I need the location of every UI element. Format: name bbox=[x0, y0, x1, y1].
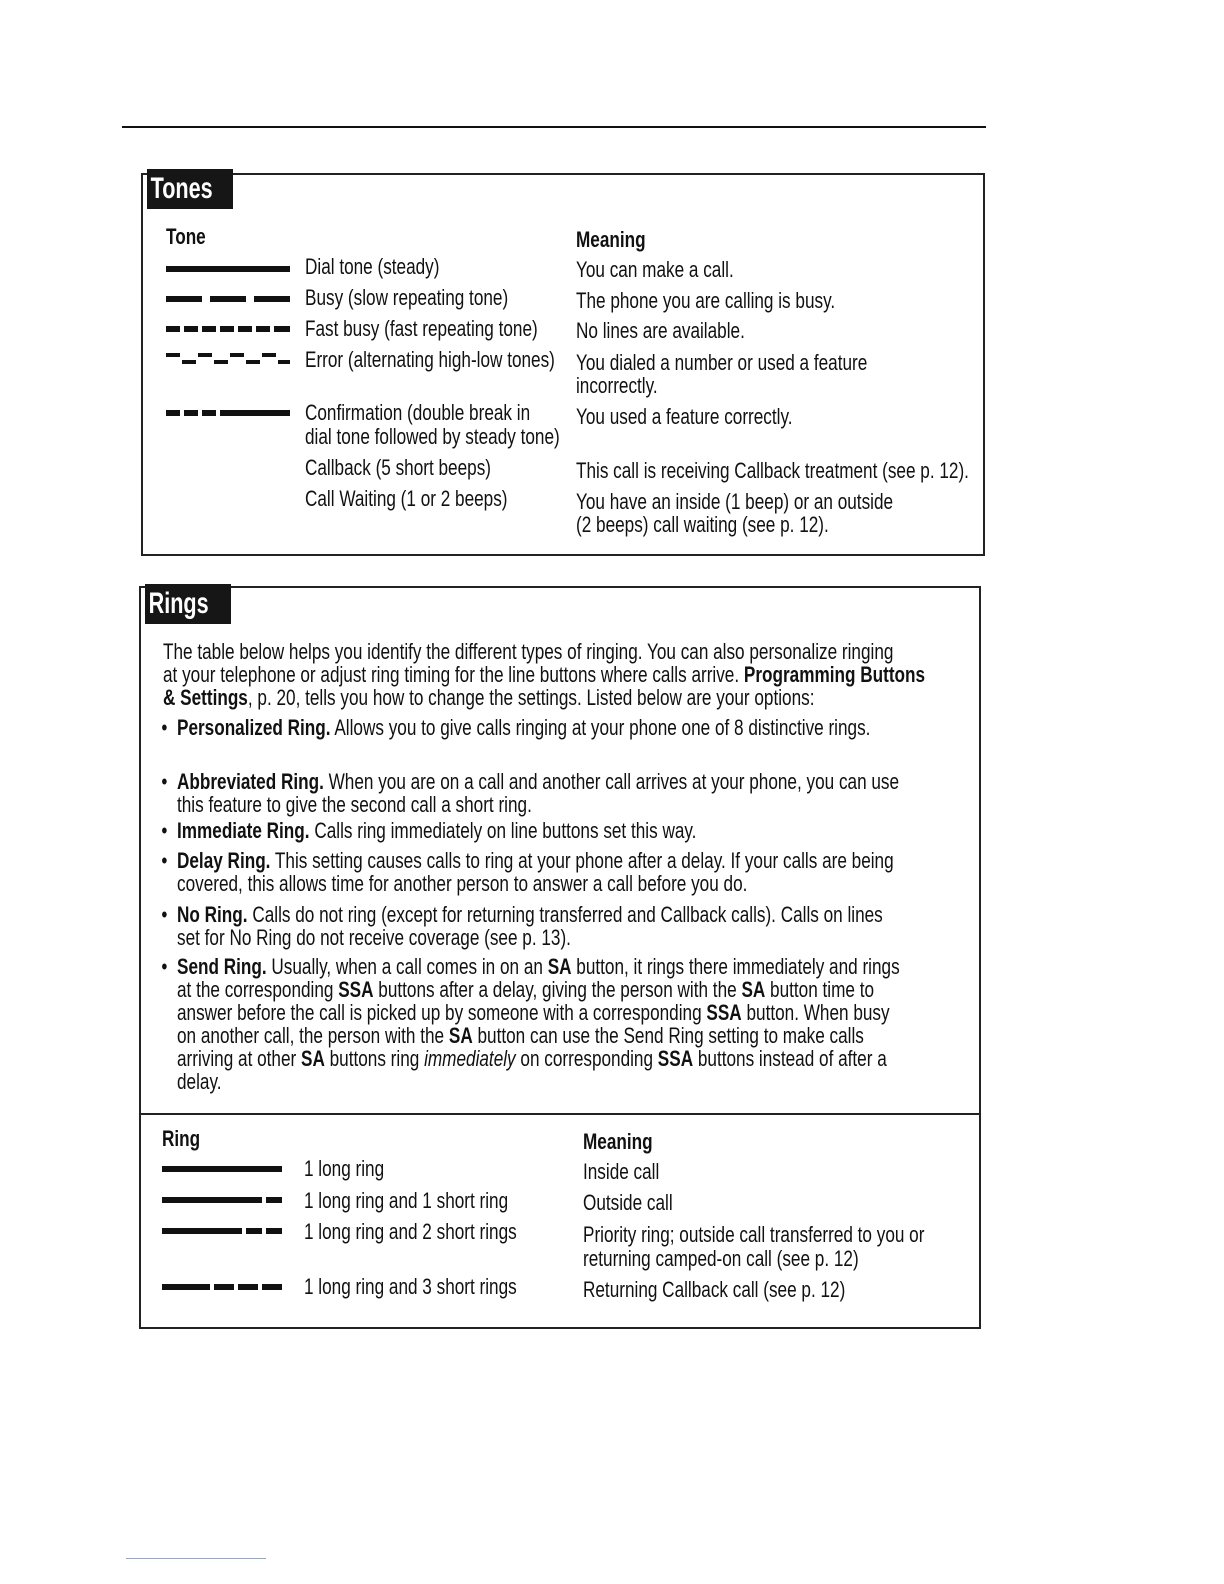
ring-meaning-cont: returning camped-on call (see p. 12) bbox=[583, 1246, 859, 1271]
bottom-rule bbox=[126, 1558, 266, 1559]
rings-intro: The table below helps you identify the different types of ringing. You can also personalize ringing at your telephone or adjust ring timing for the line buttons where calls arrive. Programming Buttons & Settings, p. 20, tells you how to change the settings. Listed below are your options: bbox=[163, 639, 926, 710]
ring-meaning: Returning Callback call (see p. 12) bbox=[583, 1277, 846, 1302]
tone-meaning-header: Meaning bbox=[576, 227, 646, 252]
tone-pattern-fast-busy bbox=[166, 326, 290, 332]
ring-meaning: Inside call bbox=[583, 1159, 660, 1184]
rings-section bbox=[139, 586, 981, 1329]
tone-meaning-cont: incorrectly. bbox=[576, 373, 658, 398]
tone-name: Fast busy (fast repeating tone) bbox=[305, 316, 538, 341]
tone-meaning-cont: (2 beeps) call waiting (see p. 12). bbox=[576, 512, 829, 537]
ring-pattern-outside bbox=[162, 1197, 282, 1203]
rings-title: Rings bbox=[145, 584, 231, 624]
ring-meaning-header: Meaning bbox=[583, 1129, 653, 1154]
tone-meaning: You used a feature correctly. bbox=[576, 404, 793, 429]
ring-name: 1 long ring and 3 short rings bbox=[304, 1274, 517, 1299]
ring-option-send-ring: • Send Ring. Usually, when a call comes in on an SA button, it rings there immediately and rings at the corresponding SSA buttons after a delay, giving the person with the SA button time to answer before the call is picked up by someone with a corresponding SSA button. When busy on another call, the person with the SA button can use the Send Ring setting to make calls arriving at other SA buttons ring immediately on corresponding SSA buttons instead of after a delay. bbox=[161, 954, 900, 1094]
tone-meaning: The phone you are calling is busy. bbox=[576, 288, 836, 313]
tone-name-cont: dial tone followed by steady tone) bbox=[305, 424, 560, 449]
ring-name: 1 long ring bbox=[304, 1156, 385, 1181]
tone-meaning: You dialed a number or used a feature bbox=[576, 350, 868, 375]
tone-meaning: This call is receiving Callback treatment (see p. 12). bbox=[576, 458, 969, 483]
top-rule bbox=[122, 126, 986, 128]
tones-section bbox=[141, 173, 985, 556]
ring-pattern-callback bbox=[162, 1284, 282, 1290]
tone-meaning: You can make a call. bbox=[576, 257, 734, 282]
ring-option-delay: • Delay Ring. This setting causes calls to ring at your phone after a delay. If your calls are being covered, this allows time for another person to answer a call before you do. bbox=[161, 848, 894, 896]
tone-name: Callback (5 short beeps) bbox=[305, 455, 491, 480]
ring-column-header: Ring bbox=[162, 1126, 201, 1151]
ring-option-abbreviated: • Abbreviated Ring. When you are on a call and another call arrives at your phone, you can use this feature to give the second call a short ring. bbox=[161, 769, 900, 817]
ring-meaning: Priority ring; outside call transferred to you or bbox=[583, 1222, 925, 1247]
tone-name: Error (alternating high-low tones) bbox=[305, 347, 555, 372]
tone-meaning: You have an inside (1 beep) or an outside bbox=[576, 489, 894, 514]
ring-name: 1 long ring and 2 short rings bbox=[304, 1219, 517, 1244]
rings-table-divider bbox=[141, 1113, 979, 1115]
tone-pattern-busy bbox=[166, 296, 290, 302]
tone-meaning: No lines are available. bbox=[576, 318, 745, 343]
tone-column-header: Tone bbox=[166, 224, 206, 249]
ring-name: 1 long ring and 1 short ring bbox=[304, 1188, 509, 1213]
ring-meaning: Outside call bbox=[583, 1190, 673, 1215]
tones-title: Tones bbox=[147, 169, 233, 209]
tone-pattern-error bbox=[166, 353, 290, 365]
tone-name: Busy (slow repeating tone) bbox=[305, 285, 509, 310]
ring-option-immediate: • Immediate Ring. Calls ring immediately on line buttons set this way. bbox=[161, 818, 697, 843]
tone-name: Call Waiting (1 or 2 beeps) bbox=[305, 486, 508, 511]
tone-pattern-dial bbox=[166, 266, 290, 272]
tone-name: Confirmation (double break in bbox=[305, 400, 531, 425]
ring-option-personalized: • Personalized Ring. Allows you to give calls ringing at your phone one of 8 distinctive rings. bbox=[161, 715, 871, 740]
ring-option-no-ring: • No Ring. Calls do not ring (except for returning transferred and Callback calls). Calls on lines set for No Ring do not receive coverage (see p. 13). bbox=[161, 902, 883, 950]
tone-name: Dial tone (steady) bbox=[305, 254, 440, 279]
ring-pattern-priority bbox=[162, 1228, 282, 1234]
ring-pattern-inside bbox=[162, 1166, 282, 1172]
tone-pattern-confirmation bbox=[166, 410, 290, 416]
